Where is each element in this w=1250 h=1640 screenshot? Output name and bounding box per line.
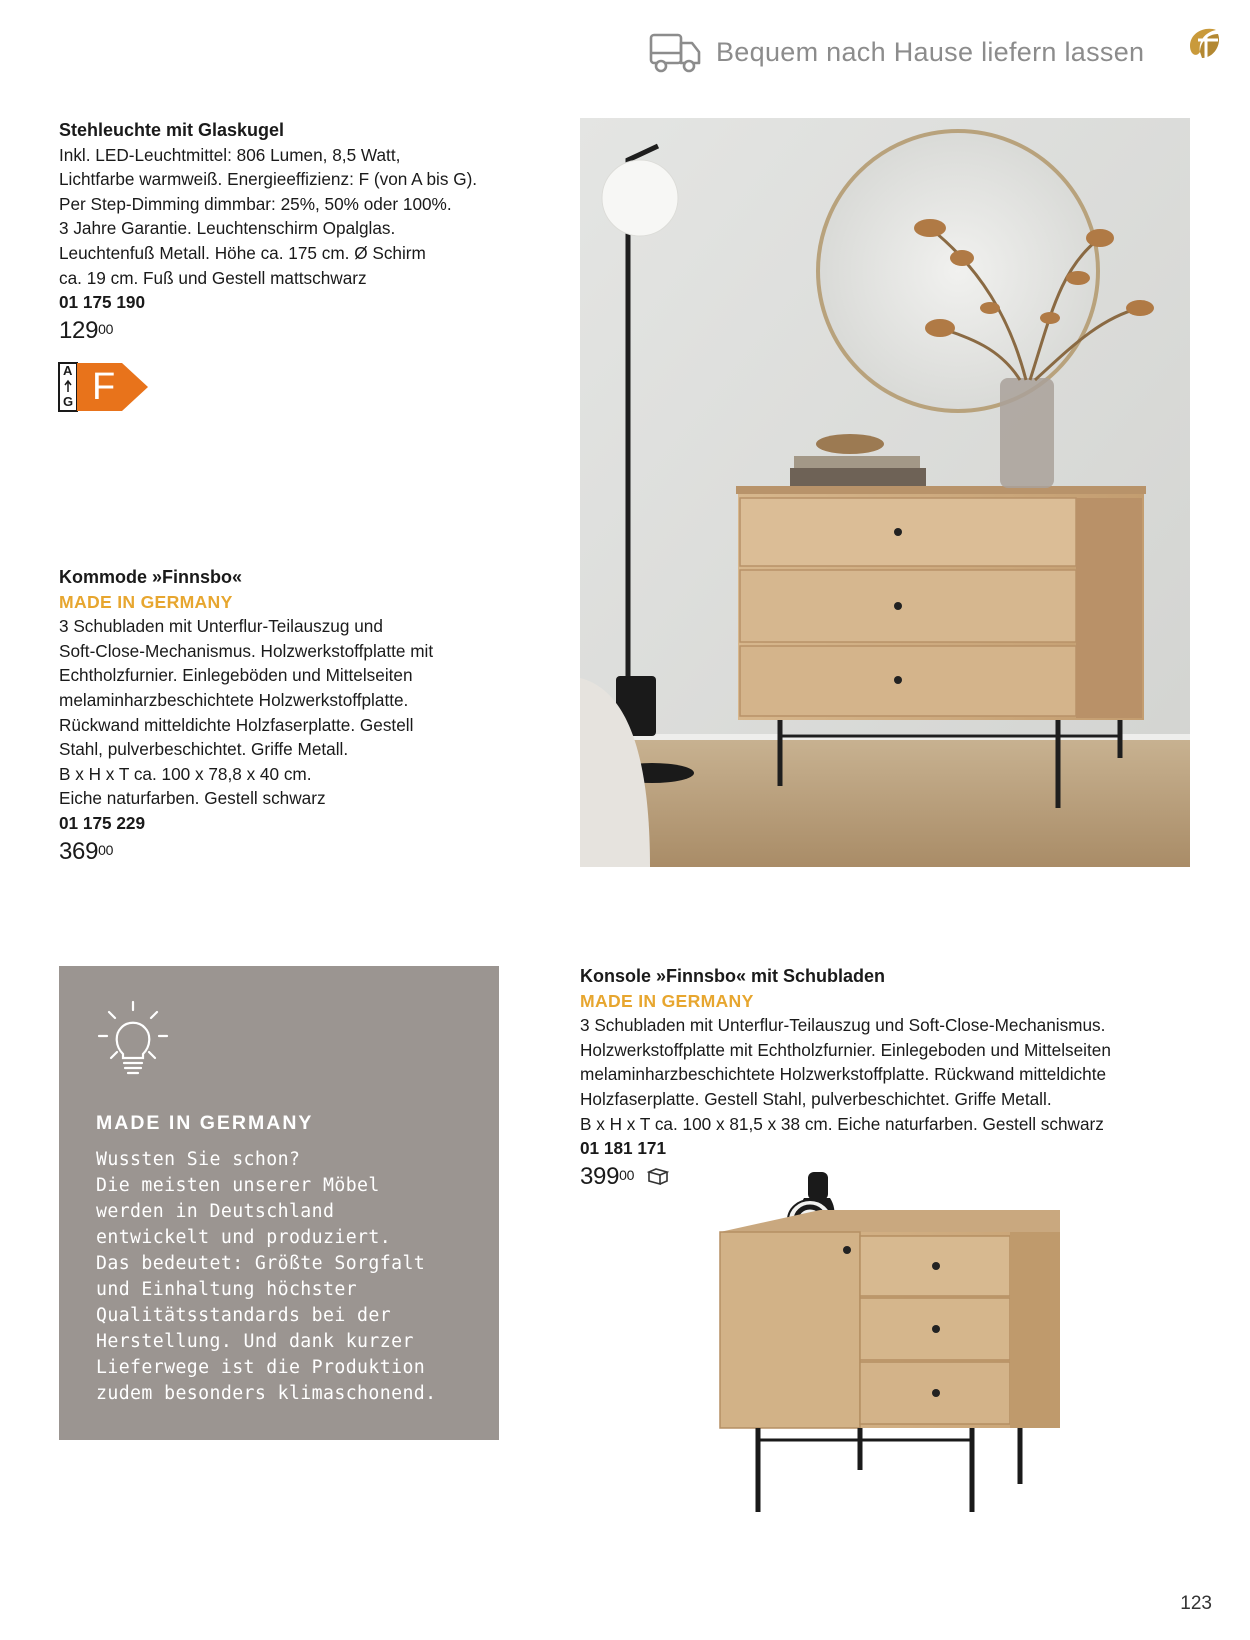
made-in-germany-infobox	[59, 966, 499, 1440]
infobox-line: werden in Deutschland	[96, 1201, 335, 1222]
console-photo	[710, 1170, 1080, 1520]
delivery-text: Bequem nach Hause liefern lassen	[716, 36, 1145, 67]
product-console	[580, 964, 1111, 1189]
price-cents: 00	[98, 320, 114, 337]
article-number: 01 175 229	[59, 812, 146, 833]
parcel-icon	[647, 1167, 669, 1185]
page-number: 123	[1180, 1593, 1212, 1614]
product-dresser	[59, 565, 433, 864]
product-desc-line: Per Step-Dimming dimmbar: 25%, 50% oder 100%.	[59, 193, 452, 214]
product-desc-line: Soft-Close-Mechanismus. Holzwerkstoffplatte mit	[59, 640, 434, 661]
product-desc-line: ca. 19 cm. Fuß und Gestell mattschwarz	[59, 267, 367, 288]
article-number: 01 175 190	[59, 292, 146, 313]
product-desc-line: Holzfaserplatte. Gestell Stahl, pulverbeschichtet. Griffe Metall.	[580, 1088, 1052, 1109]
product-desc-line: 3 Schubladen mit Unterflur-Teilauszug und Soft-Close-Mechanismus.	[580, 1015, 1106, 1036]
infobox-line: Herstellung. Und dank kurzer	[96, 1331, 414, 1352]
made-in-germany-tag: MADE IN GERMANY	[580, 990, 754, 1011]
infobox-line: Wussten Sie schon?	[96, 1149, 301, 1170]
product-desc-line: Inkl. LED-Leuchtmittel: 806 Lumen, 8,5 Watt,	[59, 144, 401, 165]
product-desc-line: Eiche naturfarben. Gestell schwarz	[59, 788, 326, 809]
product-desc-line: B x H x T ca. 100 x 78,8 x 40 cm.	[59, 763, 312, 784]
infobox-line: entwickelt und produziert.	[96, 1227, 392, 1248]
energy-label	[58, 362, 150, 412]
product-title: Kommode »Finnsbo«	[59, 567, 243, 587]
product-desc-line: 3 Jahre Garantie. Leuchtenschirm Opalglas.	[59, 218, 396, 239]
product-desc-line: Leuchtenfuß Metall. Höhe ca. 175 cm. Ø Schirm	[59, 242, 426, 263]
product-floor-lamp	[59, 118, 477, 343]
truck-icon	[648, 29, 702, 75]
tchibo-bean-logo	[1184, 22, 1224, 71]
price-cents: 00	[619, 1166, 635, 1183]
infobox-body	[96, 1147, 437, 1407]
infobox-line: Die meisten unserer Möbel	[96, 1175, 380, 1196]
price-main: 129	[59, 316, 99, 344]
product-desc-line: 3 Schubladen mit Unterflur-Teilauszug und	[59, 616, 383, 637]
product-desc-line: Holzwerkstoffplatte mit Echtholzfurnier. Einlegeboden und Mittelseiten	[580, 1039, 1111, 1060]
product-desc-line: melaminharzbeschichtete Holzwerkstoffplatte.	[59, 689, 409, 710]
infobox-line: und Einhaltung höchster	[96, 1279, 358, 1300]
infobox-line: Das bedeutet: Größte Sorgfalt	[96, 1253, 426, 1274]
energy-scale-bottom: G	[63, 394, 74, 409]
made-in-germany-tag: MADE IN GERMANY	[59, 591, 233, 612]
room-photo	[580, 118, 1190, 867]
energy-scale-top: A	[63, 363, 73, 378]
price-main: 369	[59, 837, 99, 865]
price-cents: 00	[98, 841, 114, 858]
infobox-heading: MADE IN GERMANY	[96, 1112, 314, 1134]
infobox-line: zudem besonders klimaschonend.	[96, 1383, 437, 1404]
price-main: 399	[580, 1162, 620, 1190]
price	[59, 837, 433, 865]
product-title: Konsole »Finnsbo« mit Schubladen	[580, 966, 886, 986]
product-desc-line: Stahl, pulverbeschichtet. Griffe Metall.	[59, 739, 349, 760]
product-desc-line: Lichtfarbe warmweiß. Energieeffizienz: F (von A bis G).	[59, 169, 478, 190]
lightbulb-icon	[93, 998, 173, 1078]
price	[59, 316, 477, 344]
infobox-line: Qualitätsstandards bei der	[96, 1305, 392, 1326]
infobox-line: Lieferwege ist die Produktion	[96, 1357, 426, 1378]
delivery-banner	[648, 22, 1144, 82]
product-desc-line: Echtholzfurnier. Einlegeböden und Mittelseiten	[59, 665, 413, 686]
product-desc-line: melaminharzbeschichtete Holzwerkstoffplatte. Rückwand mitteldichte	[580, 1064, 1107, 1085]
article-number: 01 181 171	[580, 1138, 667, 1159]
energy-class: F	[92, 366, 116, 408]
product-desc-line: B x H x T ca. 100 x 81,5 x 38 cm. Eiche naturfarben. Gestell schwarz	[580, 1113, 1104, 1134]
product-desc-line: Rückwand mitteldichte Holzfaserplatte. Gestell	[59, 714, 414, 735]
product-title: Stehleuchte mit Glaskugel	[59, 120, 285, 140]
